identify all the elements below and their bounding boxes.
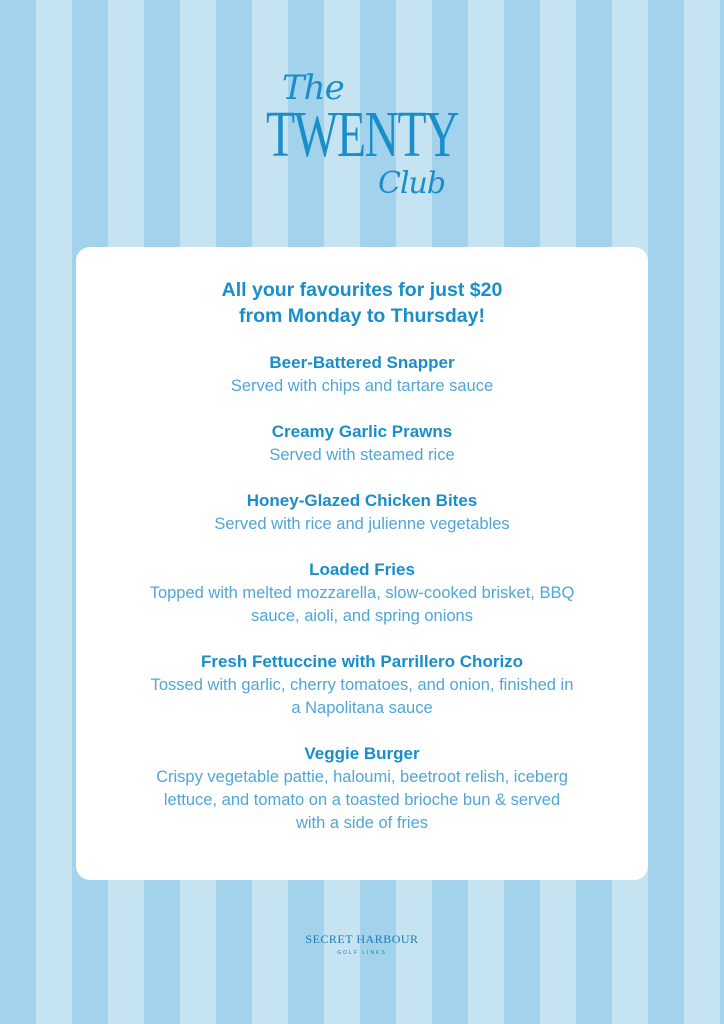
menu-item-description	[76, 582, 648, 628]
description-line: Served with steamed rice	[269, 446, 455, 464]
menu-card	[76, 247, 648, 880]
menu-item-description	[76, 444, 648, 467]
menu-item	[76, 742, 648, 835]
description-line: a Napolitana sauce	[291, 699, 433, 717]
description-line: with a side of fries	[295, 814, 429, 832]
menu-item-name: Fresh Fettuccine with Parrillero Chorizo	[200, 652, 524, 671]
secret-harbour-logo	[0, 932, 724, 956]
description-line: Tossed with garlic, cherry tomatoes, and onion, finished in	[150, 676, 574, 694]
logo-twenty: TWENTY	[266, 98, 458, 171]
menu-item-description	[76, 766, 648, 835]
menu-item-description	[76, 513, 648, 536]
menu-item	[76, 351, 648, 398]
menu-item-name: Creamy Garlic Prawns	[271, 422, 453, 441]
menu-item	[76, 489, 648, 536]
logo-club: Club	[378, 166, 446, 201]
menu-item-name: Veggie Burger	[304, 744, 420, 763]
menu-item-description	[76, 674, 648, 720]
menu-item-name: Loaded Fries	[309, 560, 415, 579]
menu-item	[76, 420, 648, 467]
description-line: Topped with melted mozzarella, slow-cooked brisket, BBQ	[149, 584, 575, 602]
menu-item-description	[76, 375, 648, 398]
headline-line-2: from Monday to Thursday!	[239, 305, 485, 327]
headline	[76, 277, 648, 329]
menu-item-name: Honey-Glazed Chicken Bites	[246, 491, 478, 510]
footer-subtitle: GOLF LINKS	[337, 950, 387, 956]
menu-item	[76, 650, 648, 720]
logo-the: The	[282, 68, 344, 108]
description-line: lettuce, and tomato on a toasted brioche bun & served	[163, 791, 561, 809]
menu-item	[76, 558, 648, 628]
description-line: sauce, aioli, and spring onions	[251, 607, 473, 625]
description-line: Served with chips and tartare sauce	[230, 377, 494, 395]
headline-line-1: All your favourites for just $20	[221, 279, 503, 301]
description-line: Served with rice and julienne vegetables	[214, 515, 510, 533]
description-line: Crispy vegetable pattie, haloumi, beetroot relish, iceberg	[156, 768, 568, 786]
footer-brand: SECRET HARBOUR	[305, 932, 419, 946]
menu-item-name: Beer-Battered Snapper	[269, 353, 455, 372]
twenty-club-logo	[0, 66, 724, 216]
